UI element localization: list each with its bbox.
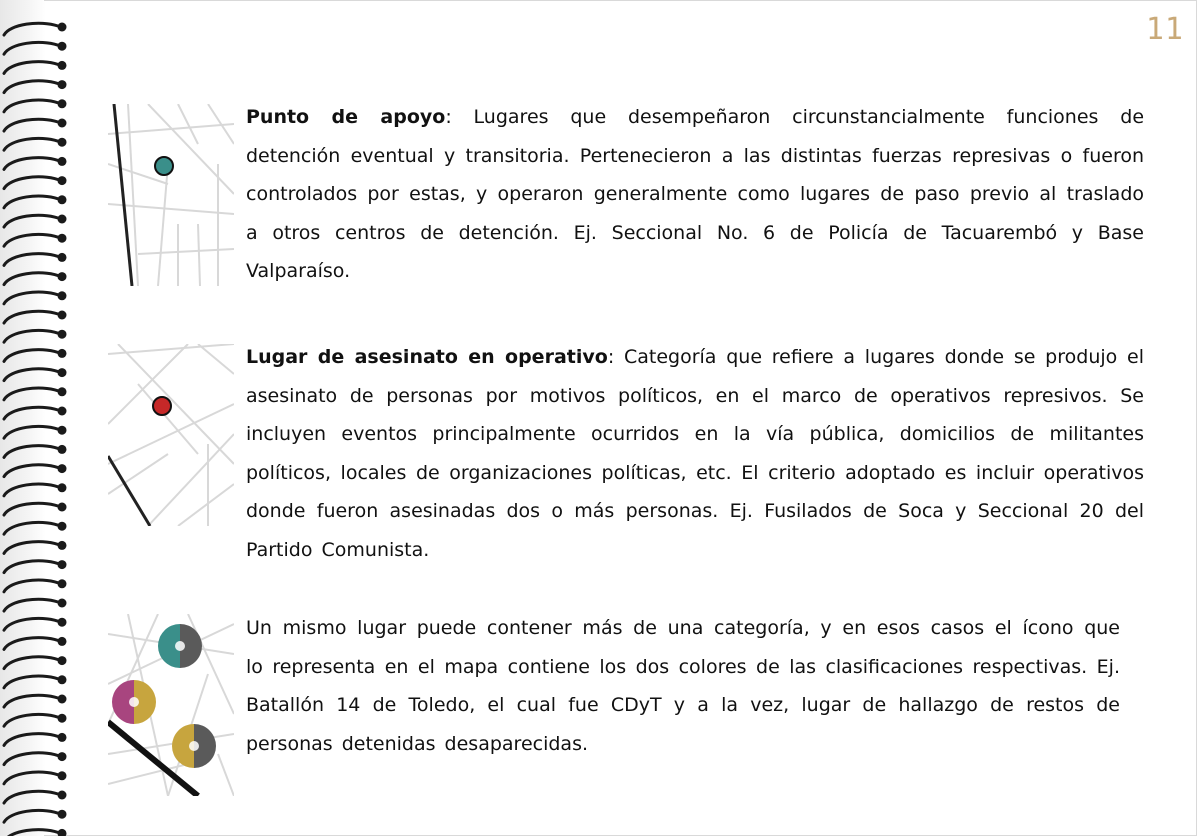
spiral-ring <box>4 119 67 132</box>
section-body: : Categoría que refiere a lugares donde se produjo el asesinato de personas por motivos políticos, en el marco de operativos represivos. Se incluyen eventos principalmente ocurridos en la vía pública, domicilios de militantes políticos, locales de organizaciones políticas, etc. El criterio adoptado es incluir operativos donde fueron asesinadas dos o más personas. Ej. Fusilados de Soca y Seccional 20 del Partido Comunista. <box>246 346 1145 561</box>
spiral-ring <box>4 272 67 285</box>
spiral-ring <box>4 771 67 784</box>
spiral-ring <box>4 656 67 669</box>
spiral-ring <box>4 579 67 592</box>
section-murder-site <box>246 338 1144 569</box>
section-title: Lugar de asesinato en operativo <box>246 346 608 368</box>
spiral-ring <box>4 464 67 477</box>
spiral-ring <box>4 829 67 836</box>
spiral-ring <box>4 541 67 554</box>
spiral-ring <box>4 714 67 727</box>
spiral-ring <box>4 810 67 823</box>
spiral-ring <box>4 426 67 439</box>
spiral-binding <box>0 0 80 836</box>
map-thumbnail-murder-site <box>108 344 234 526</box>
spiral-ring <box>4 733 67 746</box>
section-multi-category <box>246 609 1120 763</box>
spiral-ring <box>4 234 67 247</box>
spiral-ring <box>4 407 67 420</box>
spiral-ring <box>4 560 67 573</box>
spiral-ring <box>4 675 67 688</box>
spiral-ring <box>4 791 67 804</box>
spiral-ring <box>4 157 67 170</box>
spiral-ring <box>4 80 67 93</box>
spiral-ring <box>4 215 67 228</box>
spiral-ring <box>4 253 67 266</box>
spiral-ring <box>4 42 67 55</box>
teal-location-dot-icon <box>155 157 173 175</box>
spiral-ring <box>4 330 67 343</box>
spiral-ring <box>4 195 67 208</box>
section-title: Punto de apoyo <box>246 106 446 128</box>
spiral-ring <box>4 138 67 151</box>
spiral-ring <box>4 637 67 650</box>
section-body: : Lugares que desempeñaron circunstancialmente funciones de detención eventual y transitoria. Pertenecieron a las distintas fuerzas represivas o fueron controlados por estas, y operaron generalmente como lugares de paso previo al traslado a otros centros de detención. Ej. Seccional No. 6 de Policía de Tacuarembó y Base Valparaíso. <box>246 106 1145 282</box>
spiral-ring <box>4 61 67 74</box>
spiral-ring <box>4 176 67 189</box>
spiral-ring <box>4 311 67 324</box>
section-body: Un mismo lugar puede contener más de una categoría, y en esos casos el ícono que lo representa en el mapa contiene los dos colores de las clasificaciones respectivas. Ej. Batallón 14 de Toledo, el cual fue CDyT y a la vez, lugar de hallazgo de restos de personas detenidas desaparecidas. <box>246 617 1120 755</box>
gold-dark-map-pin-icon <box>172 724 216 780</box>
spiral-ring <box>4 695 67 708</box>
spiral-ring <box>4 445 67 458</box>
spiral-ring <box>4 618 67 631</box>
red-location-dot-icon <box>153 397 171 415</box>
spiral-ring <box>4 99 67 112</box>
spiral-ring <box>4 522 67 535</box>
spiral-ring <box>4 483 67 496</box>
spiral-ring <box>4 23 67 36</box>
map-thumbnail-support-point <box>108 104 234 286</box>
map-thumbnail-multi-category <box>108 614 234 796</box>
spiral-ring <box>4 503 67 516</box>
spiral-ring <box>4 387 67 400</box>
section-support-point <box>246 98 1144 291</box>
spiral-ring <box>4 368 67 381</box>
spiral-ring <box>4 599 67 612</box>
spiral-ring <box>4 349 67 362</box>
spiral-ring <box>4 752 67 765</box>
spiral-ring <box>4 291 67 304</box>
teal-dark-map-pin-icon <box>158 624 202 678</box>
page-number: 11 <box>1145 12 1184 47</box>
